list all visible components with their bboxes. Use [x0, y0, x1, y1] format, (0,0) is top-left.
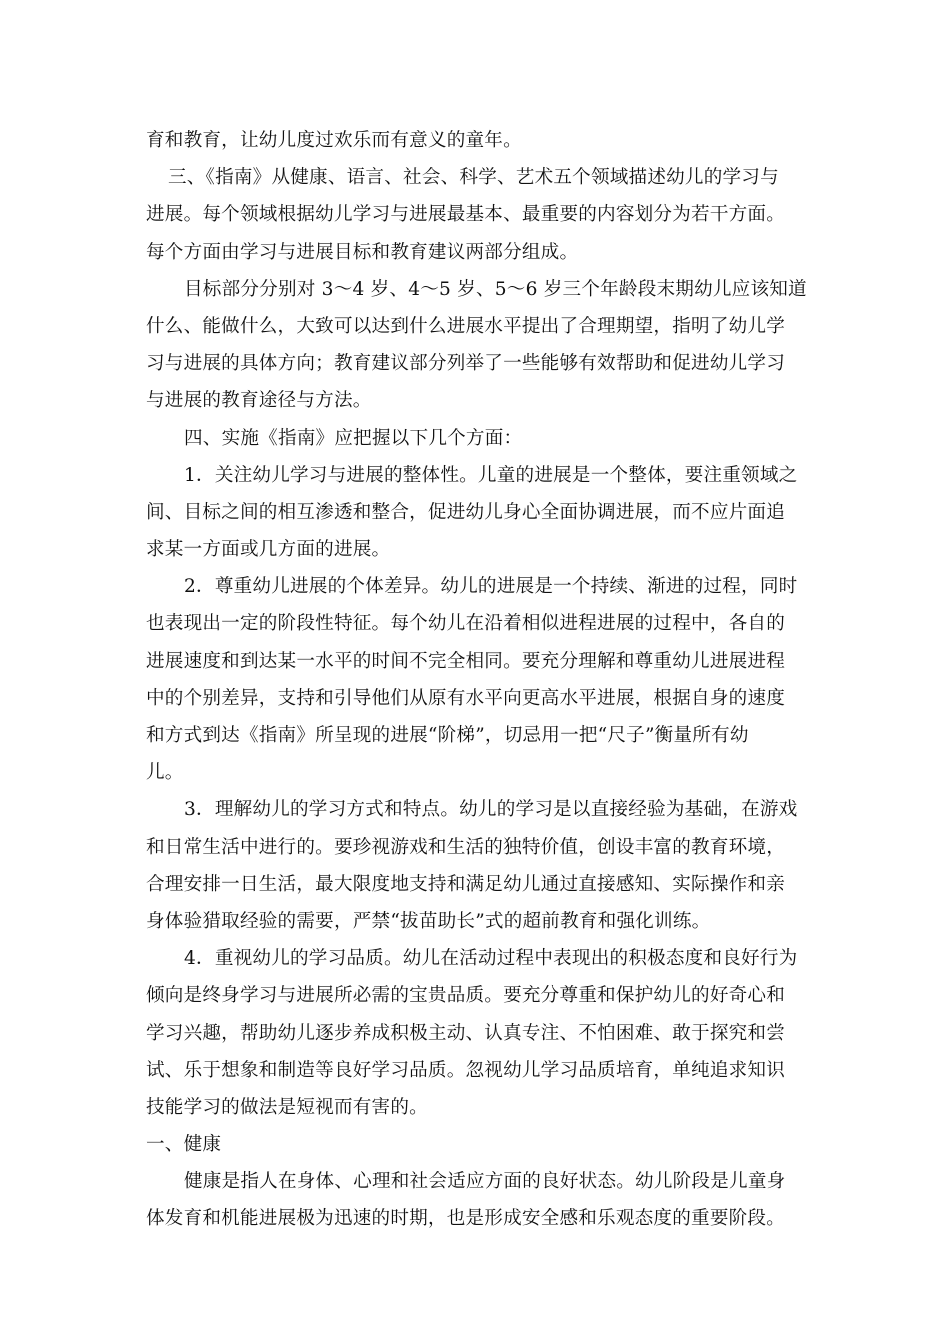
- paragraph-heading-three: 三、《指南》从健康、语言、社会、科学、艺术五个领域描述幼儿的学习与: [168, 167, 779, 189]
- text-line: 中的个别差异，支持和引导他们从原有水平向更高水平进展，根据自身的速度: [146, 687, 785, 709]
- text-line: 健康是指人在身体、心理和社会适应方面的良好状态。幼儿阶段是儿童身: [184, 1171, 786, 1193]
- text-line: 求某一方面或几方面的进展。: [146, 539, 391, 561]
- section-heading-health: 一、健康: [146, 1134, 222, 1156]
- text-line: 与进展的教育途径与方法。: [146, 390, 372, 412]
- text-line: 什么、能做什么，大致可以达到什么进展水平提出了合理期望，指明了幼儿学: [146, 315, 785, 337]
- document-body: [146, 122, 812, 1238]
- text-line: 进展速度和到达某一水平的时间不完全相同。要充分理解和尊重幼儿进展进程: [146, 650, 785, 672]
- paragraph-heading-four: 四、实施《指南》应把握以下几个方面：: [184, 427, 523, 449]
- text-line: 学习兴趣，帮助幼儿逐步养成积极主动、认真专注、不怕困难、敢于探究和尝: [146, 1022, 785, 1044]
- text-line: 技能学习的做法是短视而有害的。: [146, 1096, 428, 1118]
- list-item-2: 2．尊重幼儿进展的个体差异。幼儿的进展是一个持续、渐进的过程，同时: [184, 576, 798, 598]
- text-line: 合理安排一日生活，最大限度地支持和满足幼儿通过直接感知、实际操作和亲: [146, 873, 785, 895]
- text-line: 育和教育，让幼儿度过欢乐而有意义的童年。: [146, 130, 522, 151]
- text-line: 体发育和机能进展极为迅速的时期，也是形成安全感和乐观态度的重要阶段。: [146, 1208, 785, 1230]
- text-line: 进展。每个领域根据幼儿学习与进展最基本、最重要的内容划分为若干方面。: [146, 204, 785, 226]
- text-line: 身体验猎取经验的需要，严禁“拔苗助长”式的超前教育和强化训练。: [146, 910, 711, 932]
- text-line: 间、目标之间的相互渗透和整合，促进幼儿身心全面协调进展，而不应片面追: [146, 501, 785, 523]
- text-line: 习与进展的具体方向；教育建议部分列举了一些能够有效帮助和促进幼儿学习: [146, 353, 785, 375]
- text-line: 目标部分分别对 3～4 岁、4～5 岁、5～6 岁三个年龄段末期幼儿应该知道: [184, 278, 807, 300]
- text-line: 试、乐于想象和制造等良好学习品质。忽视幼儿学习品质培育，单纯追求知识: [146, 1059, 785, 1081]
- text-line: 儿。: [146, 762, 184, 784]
- text-line: 也表现出一定的阶段性特征。每个幼儿在沿着相似进程进展的过程中，各自的: [146, 613, 785, 635]
- text-line: 每个方面由学习与进展目标和教育建议两部分组成。: [146, 241, 579, 263]
- text-line: 倾向是终身学习与进展所必需的宝贵品质。要充分尊重和保护幼儿的好奇心和: [146, 985, 785, 1007]
- text-line: 和日常生活中进行的。要珍视游戏和生活的独特价值，创设丰富的教育环境，: [146, 836, 785, 858]
- list-item-1: 1．关注幼儿学习与进展的整体性。儿童的进展是一个整体，要注重领域之: [184, 464, 798, 486]
- list-item-3: 3．理解幼儿的学习方式和特点。幼儿的学习是以直接经验为基础，在游戏: [184, 799, 798, 821]
- text-line: 和方式到达《指南》所呈现的进展“阶梯”，切忌用一把“尺子”衡量所有幼: [146, 725, 749, 746]
- list-item-4: 4．重视幼儿的学习品质。幼儿在活动过程中表现出的积极态度和良好行为: [184, 948, 798, 970]
